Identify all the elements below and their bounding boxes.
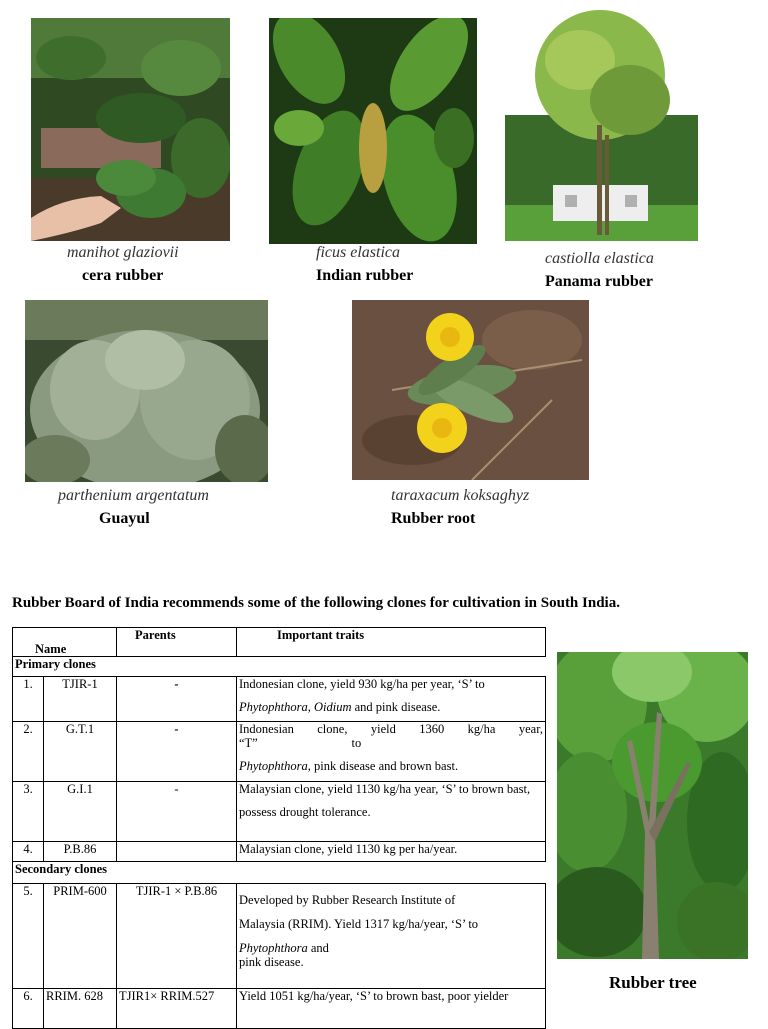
traits-line: “T” to xyxy=(239,736,362,750)
traits-text: , xyxy=(307,700,314,714)
traits-line: Malaysia (RRIM). Yield 1317 kg/ha/year, ‘S’ to xyxy=(239,917,479,931)
clone-traits xyxy=(237,782,546,842)
traits-line xyxy=(239,700,543,714)
traits-line: pink disease. xyxy=(239,955,304,969)
pathogen-name: Phytophthora xyxy=(239,941,308,955)
table-row xyxy=(13,842,546,862)
clone-name: PRIM-600 xyxy=(44,884,117,989)
row-number: 4. xyxy=(13,842,44,862)
plant-common-name: Indian rubber xyxy=(316,267,414,284)
plant-scientific-name: castiolla elastica xyxy=(545,250,654,267)
clone-traits: Yield 1051 kg/ha/year, ‘S’ to brown bast, poor yielder xyxy=(237,989,546,1029)
row-number: 6. xyxy=(13,989,44,1029)
section-secondary-label: Secondary clones xyxy=(13,862,546,884)
clone-parents: - xyxy=(117,722,237,782)
traits-line: possess drought tolerance. xyxy=(239,805,371,819)
traits-line: Developed by Rubber Research Institute of xyxy=(239,893,456,907)
photo-castiolla-elastica xyxy=(505,5,698,241)
traits-text: and xyxy=(307,941,329,955)
photo-manihot-glaziovii xyxy=(31,18,230,241)
photo-ficus-elastica xyxy=(269,18,477,244)
clone-name: G.I.1 xyxy=(44,782,117,842)
plant-scientific-name: manihot glaziovii xyxy=(67,244,179,261)
intro-text: Rubber Board of India recommends some of the following clones for cultivation in South India. xyxy=(12,595,620,611)
clone-traits xyxy=(237,677,546,722)
plant-scientific-name: parthenium argentatum xyxy=(58,487,209,504)
photo-rubber-tree xyxy=(557,652,748,959)
clone-parents: TJIR1× RRIM.527 xyxy=(117,989,237,1029)
row-number: 2. xyxy=(13,722,44,782)
traits-text: , pink disease and brown bast. xyxy=(307,759,459,773)
header-name: Name xyxy=(13,628,117,657)
table-row xyxy=(13,677,546,722)
clone-traits xyxy=(237,722,546,782)
pathogen-name: Phytophthora xyxy=(239,700,308,714)
clone-parents: - xyxy=(117,677,237,722)
traits-line: Malaysian clone, yield 1130 kg/ha year, ‘S’ to brown bast, xyxy=(239,782,531,796)
traits-line: Indonesian clone, yield 930 kg/ha per year, ‘S’ to xyxy=(239,677,485,691)
plant-common-name: Panama rubber xyxy=(545,273,653,290)
plant-common-name: cera rubber xyxy=(82,267,164,284)
section-row xyxy=(13,657,546,677)
traits-text: and pink disease. xyxy=(351,700,441,714)
pathogen-name: Oidium xyxy=(314,700,352,714)
clone-parents: TJIR-1 × P.B.86 xyxy=(117,884,237,989)
clone-name: TJIR-1 xyxy=(44,677,117,722)
section-row xyxy=(13,862,546,884)
table-row xyxy=(13,782,546,842)
clone-parents: - xyxy=(117,782,237,842)
plant-scientific-name: ficus elastica xyxy=(316,244,400,261)
header-traits: Important traits xyxy=(237,628,546,657)
rubber-tree-label: Rubber tree xyxy=(609,973,697,992)
traits-line xyxy=(239,759,543,773)
photo-parthenium-argentatum xyxy=(25,300,268,482)
row-number: 3. xyxy=(13,782,44,842)
table-row xyxy=(13,989,546,1029)
plant-common-name: Rubber root xyxy=(391,510,476,527)
clone-name: G.T.1 xyxy=(44,722,117,782)
clone-name: P.B.86 xyxy=(44,842,117,862)
section-primary-label: Primary clones xyxy=(13,657,546,677)
clone-parents xyxy=(117,842,237,862)
clone-traits xyxy=(237,884,546,989)
photo-taraxacum-koksaghyz xyxy=(352,300,589,480)
row-number: 1. xyxy=(13,677,44,722)
table-row xyxy=(13,722,546,782)
clone-traits: Malaysian clone, yield 1130 kg per ha/year. xyxy=(237,842,546,862)
clones-table xyxy=(12,627,546,1029)
table-header-row xyxy=(13,628,546,657)
header-parents: Parents xyxy=(117,628,237,657)
row-number: 5. xyxy=(13,884,44,989)
table-row xyxy=(13,884,546,989)
pathogen-name: Phytophthora xyxy=(239,759,308,773)
traits-line: Indonesian clone, yield 1360 kg/ha year, xyxy=(239,722,543,736)
plant-scientific-name: taraxacum koksaghyz xyxy=(391,487,530,504)
traits-line xyxy=(239,941,543,955)
plant-common-name: Guayul xyxy=(99,510,150,527)
clone-name: RRIM. 628 xyxy=(44,989,117,1029)
